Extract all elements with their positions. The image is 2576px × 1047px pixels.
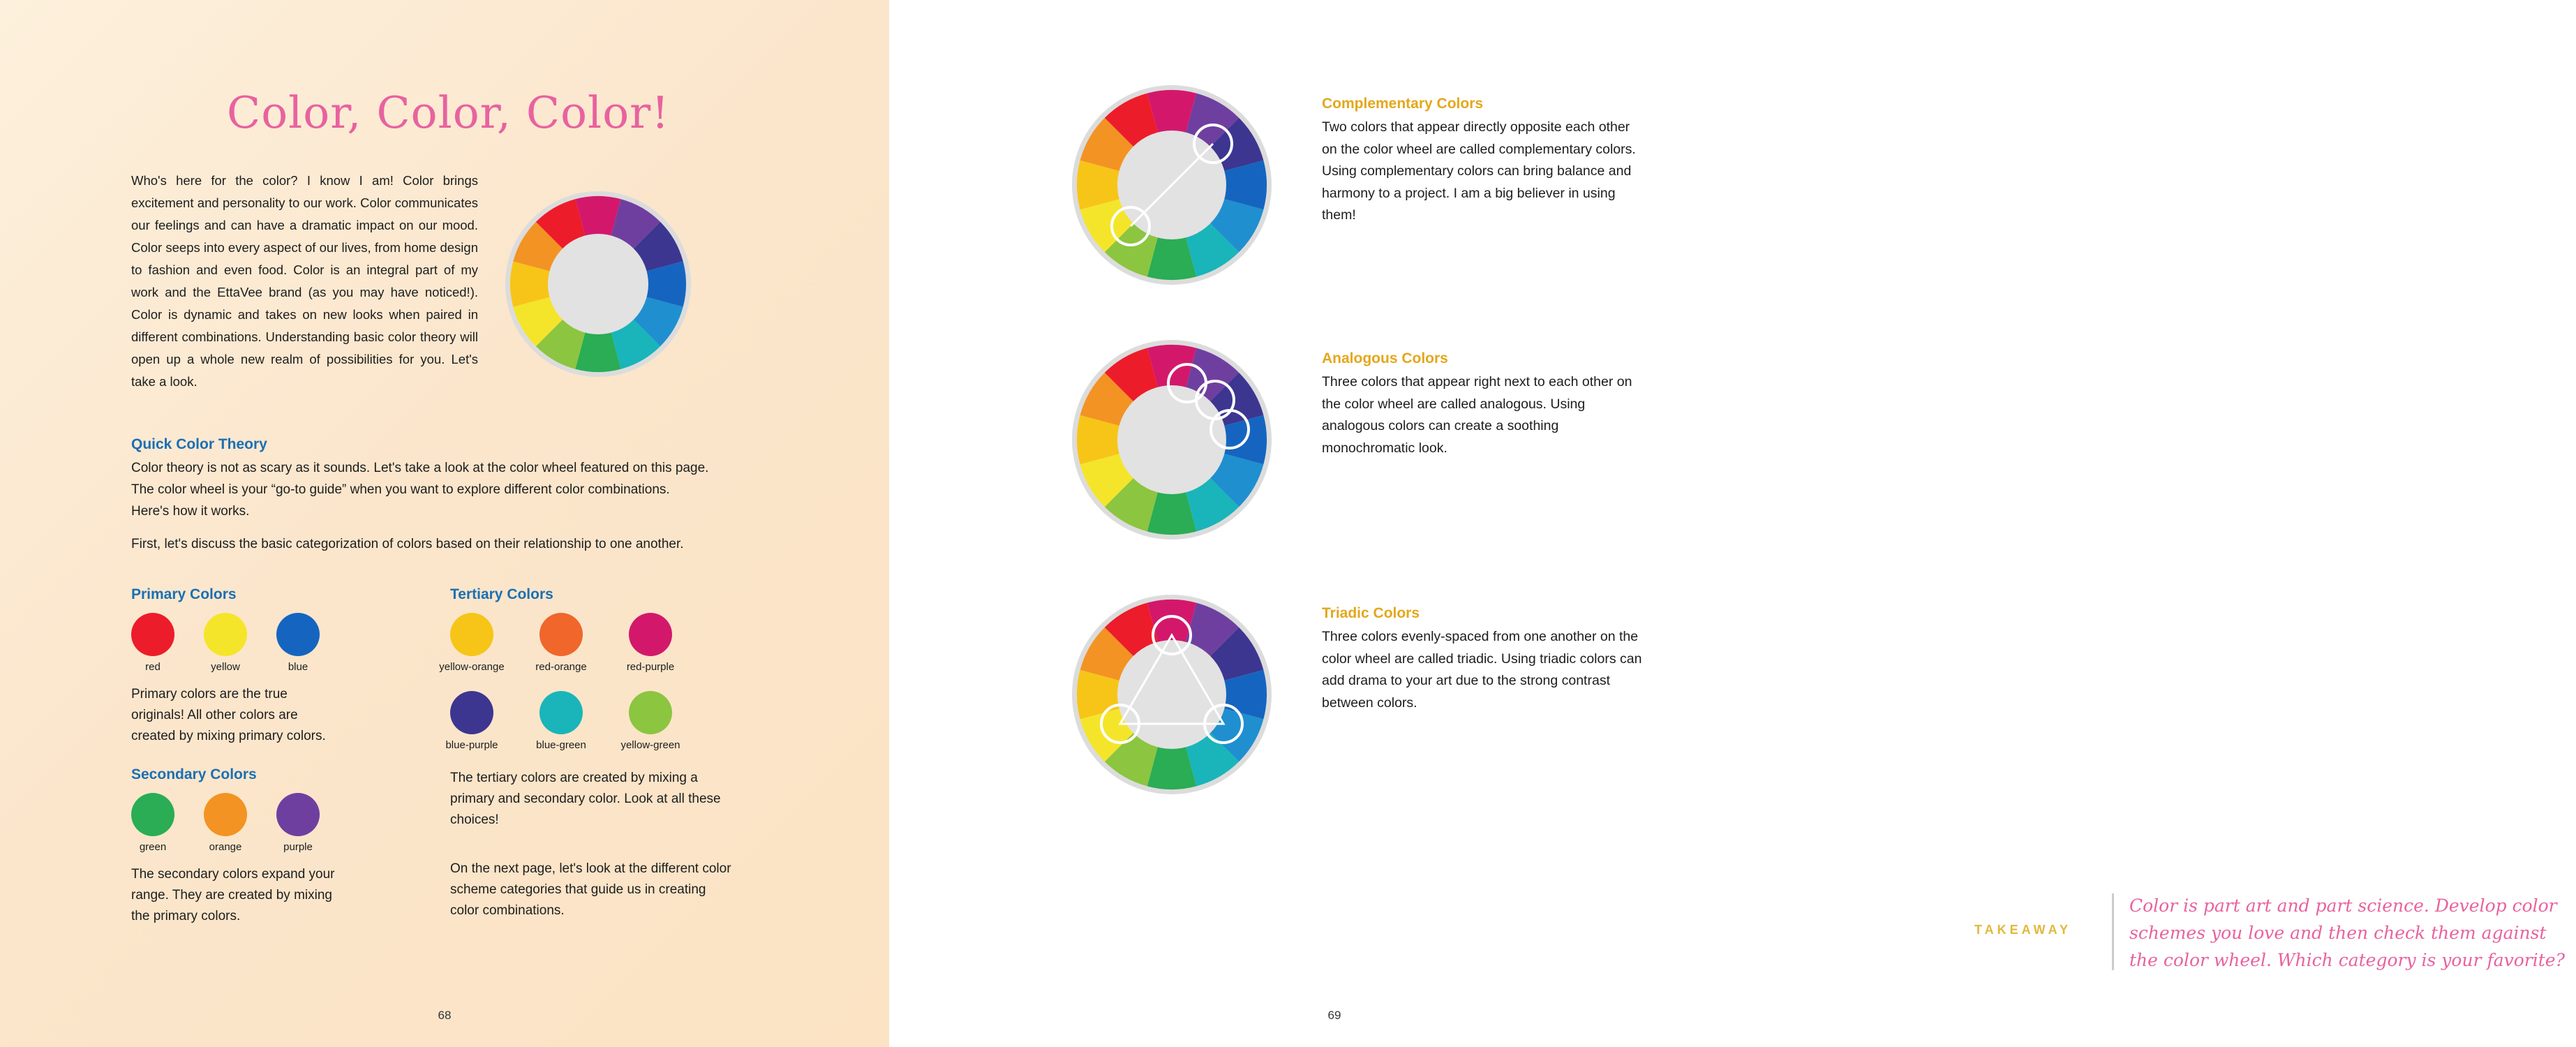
color-wheel-svg — [1057, 590, 1287, 799]
primary-colors-body: Primary colors are the true originals! All other colors are created by mixing primary colors. — [131, 687, 326, 743]
swatch-label: yellow-orange — [439, 661, 505, 673]
scheme-body: Two colors that appear directly opposite each other on the color wheel are called complementary colors. Using complementary colors can bring balance and harmony to a project. I am a big believer in using them! — [1322, 119, 1636, 223]
primary-colors-heading: Primary Colors — [131, 586, 237, 602]
swatch-dot — [539, 613, 583, 656]
secondary-swatch-row — [131, 793, 341, 853]
intro-paragraph: Who's here for the color? I know I am! Color brings excitement and personality to our work. Color communicates our feelings and can have a dramatic impact on our mood. Color seeps into every aspect of our lives, from home design to fashion and even food. Color is an integral part of my work and the EttaVee brand (as you may have noticed!). Color is dynamic and takes on new looks when paired in different combinations. Understanding basic color theory will open up a whole new realm of possibilities for you. Let's take a look. — [131, 173, 478, 389]
swatch-yellow — [204, 613, 247, 673]
scheme-heading: Analogous Colors — [1322, 350, 1448, 366]
swatch-green — [131, 793, 174, 853]
swatch-blue — [276, 613, 320, 673]
scheme-heading: Triadic Colors — [1322, 605, 1420, 621]
quick-theory-para-1: Color theory is not as scary as it sounds. Let's take a look at the color wheel featured on this page. The color wheel is your “go-to guide” when you want to explore different color combinations. Here's how it works. — [131, 461, 709, 519]
swatch-blue-green — [536, 691, 600, 751]
swatch-label: blue-green — [536, 739, 586, 751]
swatch-dot — [450, 613, 493, 656]
swatch-label: green — [139, 841, 167, 853]
swatch-label: red-purple — [626, 661, 675, 673]
swatch-blue-purple — [445, 691, 510, 751]
swatch-orange — [204, 793, 247, 853]
swatch-label: yellow-green — [620, 739, 680, 751]
swatch-dot — [204, 613, 247, 656]
swatch-dot — [131, 793, 174, 836]
primary-swatch-row — [131, 613, 341, 673]
swatch-dot — [131, 613, 174, 656]
secondary-colors-heading: Secondary Colors — [131, 766, 257, 782]
color-wheel-svg — [1057, 80, 1287, 290]
swatch-dot — [539, 691, 583, 734]
swatch-red — [131, 613, 174, 673]
scheme-triadic — [1057, 590, 1685, 799]
color-wheel-svg — [504, 190, 692, 378]
quick-color-theory-section — [131, 436, 710, 566]
takeaway-block — [1974, 893, 2565, 970]
swatch-dot — [204, 793, 247, 836]
secondary-colors-body: The secondary colors expand your range. They are created by mixing the primary colors. — [131, 867, 335, 923]
scheme-text-complementary — [1322, 96, 1643, 227]
color-wheel-analogous — [1057, 335, 1287, 548]
swatch-label: blue-purple — [445, 739, 498, 751]
quick-theory-para-2: First, let's discuss the basic categorization of colors based on their relationship to one another. — [131, 537, 684, 551]
tertiary-swatch-row-1 — [439, 613, 750, 673]
scheme-body: Three colors that appear right next to each other on the color wheel are called analogous. Using analogous colors can create a soothing monochromatic look. — [1322, 374, 1632, 456]
swatch-yellow-orange — [439, 613, 510, 673]
swatch-dot — [276, 793, 320, 836]
swatch-dot — [629, 691, 672, 734]
takeaway-label: TAKEAWAY — [1974, 923, 2072, 937]
swatch-dot — [629, 613, 672, 656]
quick-theory-heading: Quick Color Theory — [131, 436, 267, 452]
color-wheel-complementary — [1057, 80, 1287, 293]
tertiary-colors-heading: Tertiary Colors — [450, 586, 553, 602]
page-number-left: 68 — [438, 1009, 452, 1022]
swatch-dot — [450, 691, 493, 734]
tertiary-column — [439, 586, 750, 935]
takeaway-quote: Color is part art and part science. Develop color schemes you love and then check them against the color wheel. Which category is your favorite? — [2129, 896, 2565, 970]
color-wheel-svg — [1057, 335, 1287, 544]
tertiary-colors-body: The tertiary colors are created by mixing a primary and secondary color. Look at all these choices! — [450, 771, 721, 827]
page-title: Color, Color, Color! — [227, 87, 670, 138]
swatch-label: purple — [283, 841, 313, 853]
takeaway-divider — [2112, 893, 2114, 970]
left-page — [0, 0, 889, 1047]
swatch-red-orange — [535, 613, 600, 673]
scheme-heading: Complementary Colors — [1322, 96, 1484, 112]
swatch-red-purple — [626, 613, 689, 673]
swatch-label: red-orange — [535, 661, 587, 673]
scheme-text-triadic — [1322, 605, 1643, 714]
swatch-purple — [276, 793, 320, 853]
swatch-dot — [276, 613, 320, 656]
color-wheel-main — [504, 190, 692, 382]
swatch-label: red — [145, 661, 161, 673]
tertiary-swatch-row-2 — [445, 691, 750, 751]
scheme-text-analogous — [1322, 350, 1643, 459]
color-wheel-triadic — [1057, 590, 1287, 803]
scheme-body: Three colors evenly-spaced from one another on the color wheel are called triadic. Using triadic colors can add drama to your art due to the strong contrast between colors. — [1322, 629, 1642, 711]
next-page-note: On the next page, let's look at the different color scheme categories that guide us in creating color combinations. — [450, 861, 731, 918]
scheme-complementary — [1057, 80, 1685, 290]
page-number-right: 69 — [1327, 1009, 1341, 1022]
swatch-yellow-green — [620, 691, 689, 751]
swatch-label: orange — [209, 841, 242, 853]
swatch-label: blue — [288, 661, 308, 673]
right-page — [889, 0, 2565, 1047]
primary-secondary-column — [131, 586, 341, 940]
swatch-label: yellow — [211, 661, 240, 673]
scheme-analogous — [1057, 335, 1685, 544]
